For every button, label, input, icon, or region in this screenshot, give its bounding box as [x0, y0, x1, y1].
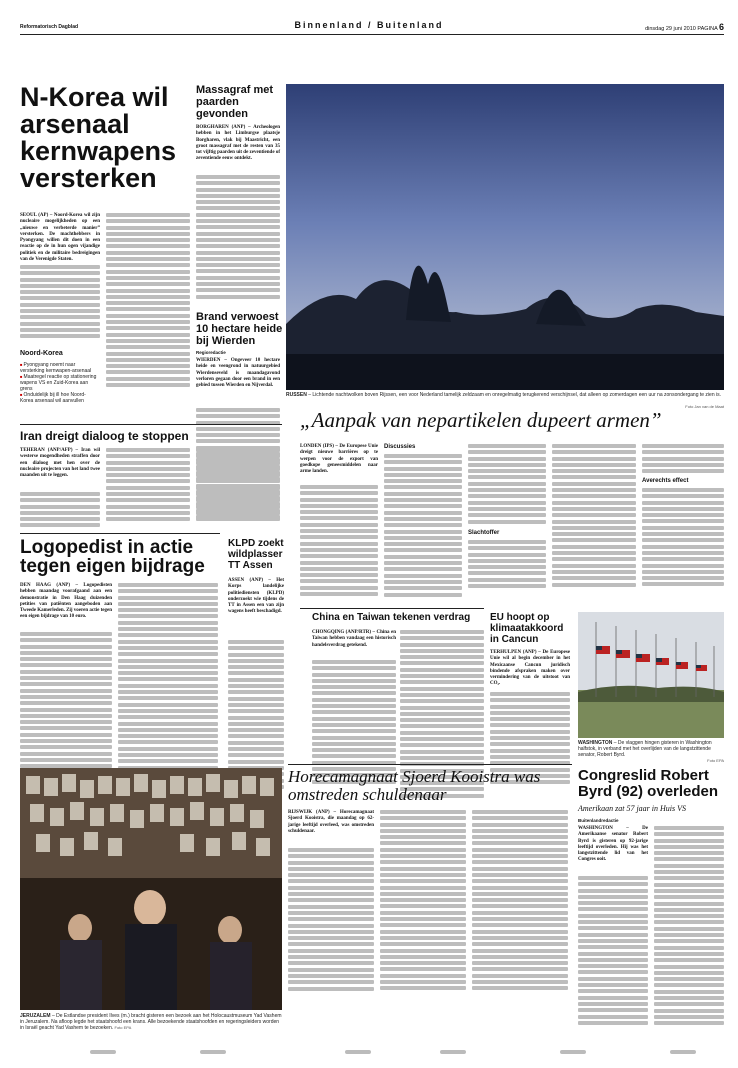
masthead: Reformatorisch Dagblad [20, 24, 79, 30]
caption-tag: WASHINGTON [578, 740, 613, 746]
caption-text: – Lichtende nachtwolken boven Rijssen, een voor Nederland tamelijk zeldzaam en onregelmatig terugkerend verschijnsel, dat alleen op zomerdagen een uur na zonsondergang te zien is. [308, 392, 721, 398]
aanpak-body-col1 [300, 485, 378, 598]
korea-box-item: ■ Pyongyang noemt naar versterking kernwapen-arsenaal [20, 362, 98, 374]
aanpak-body-col4 [552, 444, 636, 589]
kooistra-lead: RIJSWIJK (ANP) – Horecamagnaat Sjoerd Kooistra, die maandag op 62-jarige leeftijd overleed, was omstreden schuldenaar. [288, 810, 374, 834]
byrd-lead: WASHINGTON – De Amerikaanse senator Robert Byrd is gisteren op 92-jarige leeftijd overleden. Hij was het langstzittende lid van het Congres ooit. [578, 826, 648, 863]
aanpak-body-col5 [642, 444, 724, 475]
photo-washington [578, 612, 724, 738]
kooistra-body-col1 [288, 848, 374, 993]
print-registration-mark [90, 1050, 116, 1054]
korea-box-list [20, 362, 98, 404]
jeruzalem-image [20, 768, 282, 1010]
kooistra-body-col3 [472, 810, 568, 993]
kooistra-headline: Horecamagnaat Sjoerd Kooistra was omstreden schuldenaar [288, 767, 541, 804]
jeruzalem-caption [20, 1013, 282, 1031]
korea-headline: N-Korea wil arsenaal kernwapens versterken [20, 82, 177, 193]
korea-box-item: ■ Maatregel reactie op stationering wapens VS en Zuid-Korea aan grens [20, 374, 98, 392]
photo-jeruzalem [20, 768, 282, 1010]
korea-box-title: Noord-Korea [20, 350, 63, 357]
klpd-headline: KLPD zoekt wildplasser TT Assen [228, 538, 284, 571]
brand-headline: Brand verwoest 10 hectare heide bij Wierden [196, 311, 283, 347]
aanpak-sub-averechts: Averechts effect [642, 478, 689, 484]
massagraf-lead: BORGHAREN (ANP) – Archeologen hebben in het Limburgse plaatsje Borgharen, vlak bij Maastricht, een groot massagraf met de resten van 35 tot vijftig paarden uit de zeventiende of zeventiende eeuw ontdekt. [196, 125, 280, 162]
byrd-headline: Congreslid Robert Byrd (92) overleden [578, 767, 719, 800]
logopedist-lead: DEN HAAG (ANP) – Logopedisten hebben maandag voorafgaand aan een demonstratie in Den Haag duizenden petities van patiënten aangeboden aan Tweede Kamerleden. Zij voeren actie tegen een eigen bijdrage van 10 euro. [20, 583, 113, 620]
kooistra-body-col2 [380, 810, 466, 993]
iran-headline: Iran dreigt dialoog te stoppen [20, 429, 189, 443]
header-rule [20, 34, 724, 35]
eu-headline: EU hoopt op klimaatakkoord in Cancun [490, 612, 564, 645]
caption-text: – De Estlandse president Ilves (m.) bracht gisteren een bezoek aan het Holocaustmuseum Yad Vashem in Jeruzalem. Na afloop legde het staatshoofd een krans. Alle bezoekende staatshoofden en regeringsleiders worden in Israël geacht Yad Vashem te bezoeken. [20, 1013, 282, 1031]
logopedist-headline: Logopedist in actie tegen eigen bijdrage [20, 537, 205, 577]
aanpak-lead: LONDEN (IPS) – De Europese Unie dreigt nieuwe barrières op te werpen voor de export van goedkope geneesmiddelen naar arme landen. [300, 444, 378, 475]
korea-body-col1 [20, 265, 100, 341]
photo-nightclouds [286, 84, 724, 390]
washington-caption [578, 740, 724, 758]
iran-lead: TEHERAN (ANP/AFP) – Iran wil westerse mogendheden straffen door een dialoog met hen over de nucleaire projecten van het land twee maanden uit te leggen. [20, 448, 100, 479]
korea-body-col2 [106, 213, 190, 389]
klpd-lead: ASSEN (ANP) – Het Korps landelijke politiediensten (KLPD) onderzoekt wie tijdens de TT in Assen een van zijn wagens heeft beschadigd. [228, 578, 284, 615]
washington-image [578, 612, 724, 738]
aanpak-sub-discussies: Discussies [384, 444, 416, 450]
date-text: dinsdag 29 juni 2010 PAGINA [645, 26, 718, 32]
aanpak-body-col3 [468, 444, 546, 526]
eu-lead: TERHULPEN (ANP) – De Europese Unie wil al begin december in het Mexicaanse Cancun juridisch bindende afspraken maken over vermindering van de uitstoot van CO₂. [490, 650, 570, 687]
jeruzalem-credit: Foto EPA [114, 1025, 132, 1030]
print-registration-mark [440, 1050, 466, 1054]
china-lead: CHONGQING (ANP/RTR) – China en Taiwan hebben vandaag een historisch handelsverdrag getekend. [312, 630, 396, 648]
iran-body-col1 [20, 492, 100, 530]
nightclouds-image [286, 84, 724, 390]
nightclouds-credit: Foto Jan van de Maat [685, 404, 724, 409]
aanpak-headline: „Aanpak van nepartikelen dupeert armen” [300, 408, 662, 432]
aanpak-body-col3b [468, 540, 546, 590]
iran-body-col2 [106, 448, 190, 524]
aanpak-body-col5b [642, 488, 724, 589]
byrd-subhead: Amerikaan zat 57 jaar in Huis VS [578, 804, 686, 813]
byrd-body-col2 [654, 826, 724, 1028]
byrd-body-col1 [578, 876, 648, 1027]
aanpak-sub-slachtoffer: Slachtoffer [468, 530, 500, 536]
caption-tag: JERUZALEM [20, 1013, 51, 1019]
print-registration-mark [560, 1050, 586, 1054]
print-registration-mark [200, 1050, 226, 1054]
brand-lead: WIERDEN – Ongeveer 10 hectare heide en veengrond in natuurgebied Wierdenseveld is maandagavond verloren gegaan door een brand in een gebied tussen Wierden en Nijverdal. [196, 358, 280, 389]
page-number: 6 [718, 22, 724, 32]
brand-byline: Regioredactie [196, 350, 226, 355]
nightclouds-caption [286, 392, 724, 398]
korea-box-item: ■ Onduidelijk bij ill hoe Noord-Korea arsenaal wil aanvullen [20, 392, 98, 404]
byrd-byline: Buitenlandredactie [578, 818, 619, 823]
china-headline: China en Taiwan tekenen verdrag [312, 612, 471, 623]
iran-body-col3 [196, 448, 280, 524]
section-title: Binnenland / Buitenland [294, 20, 444, 30]
print-registration-mark [670, 1050, 696, 1054]
massagraf-headline: Massagraf met paarden gevonden [196, 84, 274, 120]
caption-tag: RUSSEN [286, 392, 307, 398]
dateline [645, 22, 724, 32]
aanpak-body-col2 [384, 454, 462, 599]
caption-text: – De vlaggen hingen gisteren in Washington halfstok, in verband met het overlijden van de langstzittende senator, Robert Byrd. [578, 740, 712, 758]
korea-lead: SEOUL (AP) – Noord-Korea wil zijn nucleaire mogelijkheden op een „nieuwe en verbeterde manier” versterken. De machthebbers in Pyongyang willen dit doen in een reactie op de in hun ogen vijandige politiek en de militaire bedreigingen van de Verenigde Staten. [20, 213, 100, 263]
print-registration-mark [345, 1050, 371, 1054]
massagraf-body [196, 175, 280, 301]
washington-credit: Foto EPA [707, 758, 724, 763]
